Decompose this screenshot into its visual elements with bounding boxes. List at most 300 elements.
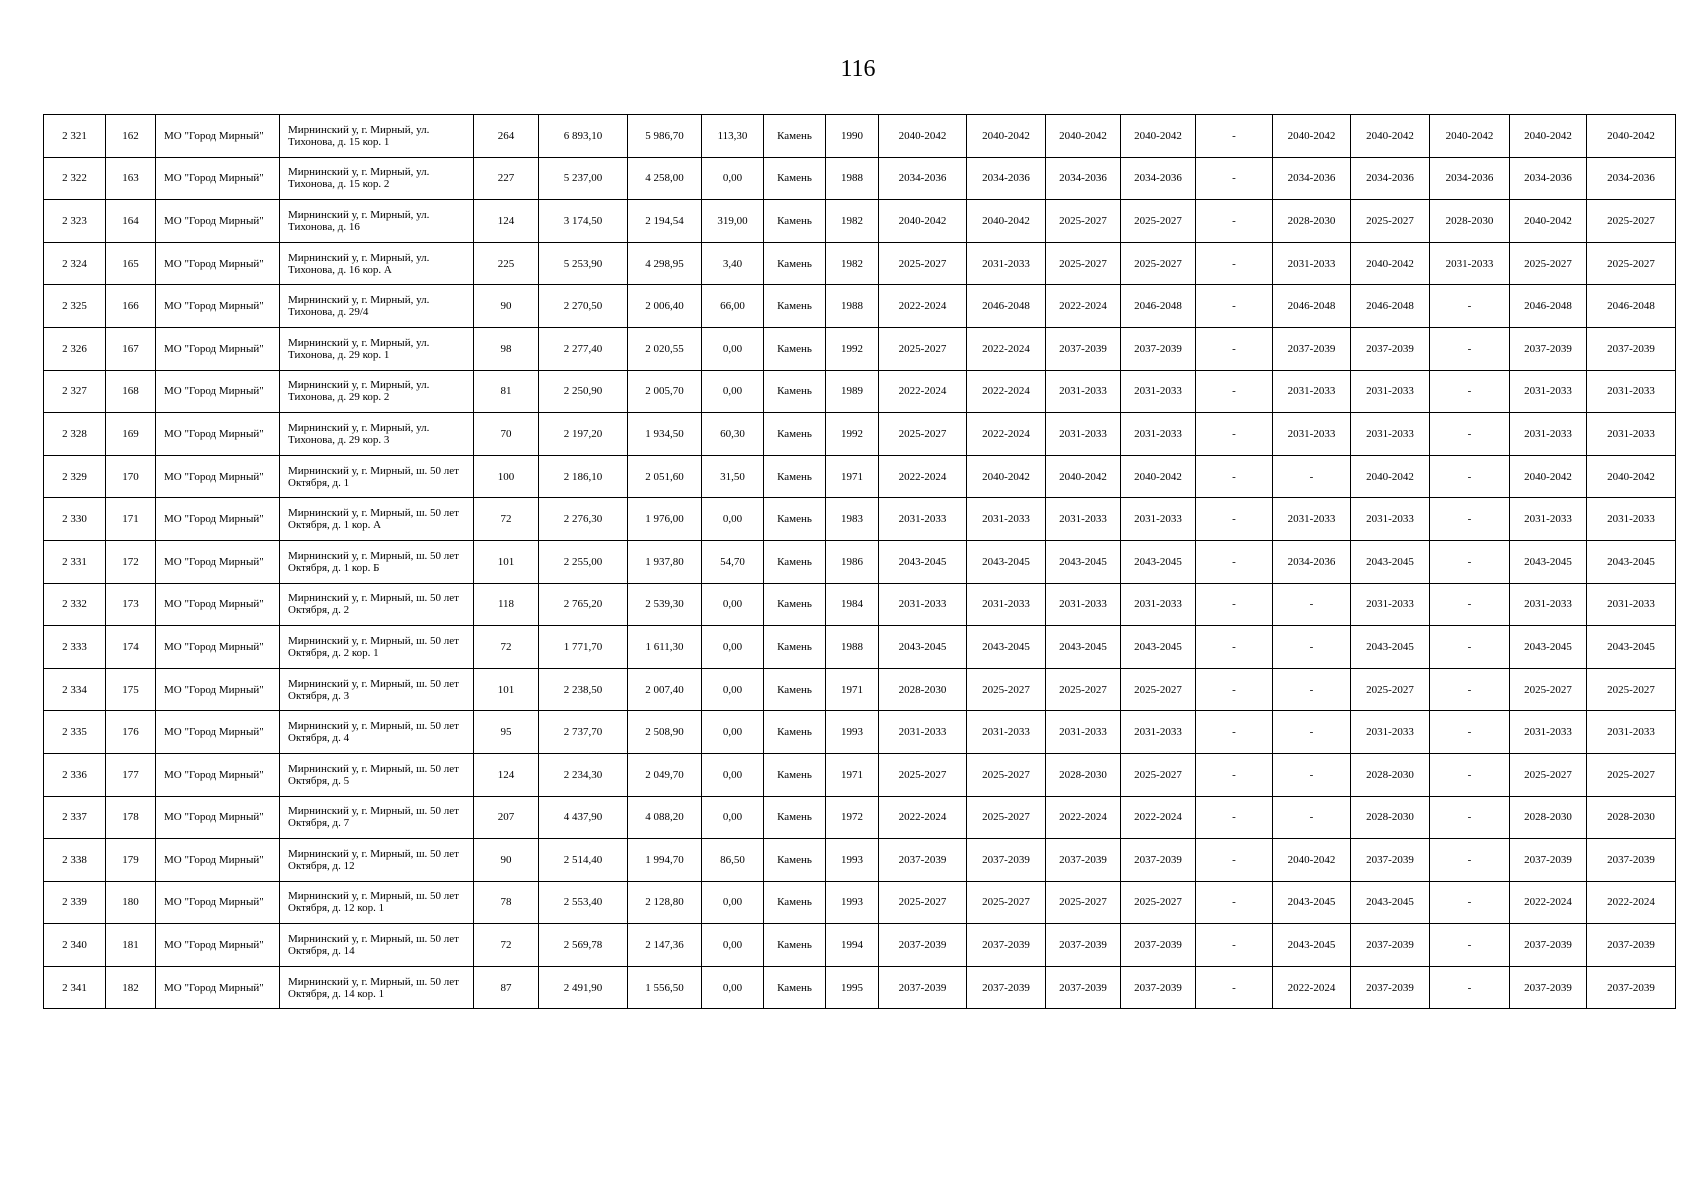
housing-register-table bbox=[43, 114, 1676, 1009]
page-number: 116 bbox=[840, 56, 876, 82]
cell-work-period-8: - bbox=[1430, 540, 1510, 583]
cell-row-number: 2 326 bbox=[44, 327, 106, 370]
cell-work-period-10: 2031-2033 bbox=[1587, 498, 1676, 541]
cell-work-period-10: 2037-2039 bbox=[1587, 966, 1676, 1009]
cell-residents: 101 bbox=[474, 540, 539, 583]
cell-address: Мирнинский у, г. Мирный, ш. 50 лет Октября, д. 7 bbox=[280, 796, 474, 839]
cell-work-period-9: 2046-2048 bbox=[1510, 285, 1587, 328]
cell-work-period-10: 2040-2042 bbox=[1587, 115, 1676, 158]
cell-work-period-5: - bbox=[1196, 115, 1273, 158]
cell-nonresidential-area: 60,30 bbox=[702, 413, 764, 456]
cell-work-period-2: 2031-2033 bbox=[967, 583, 1046, 626]
cell-row-number: 2 328 bbox=[44, 413, 106, 456]
cell-work-period-9: 2025-2027 bbox=[1510, 668, 1587, 711]
cell-work-period-9: 2040-2042 bbox=[1510, 455, 1587, 498]
cell-work-period-2: 2031-2033 bbox=[967, 498, 1046, 541]
cell-work-period-2: 2037-2039 bbox=[967, 839, 1046, 882]
cell-work-period-9: 2037-2039 bbox=[1510, 839, 1587, 882]
cell-address: Мирнинский у, г. Мирный, ш. 50 лет Октября, д. 14 кор. 1 bbox=[280, 966, 474, 1009]
cell-work-period-6: 2031-2033 bbox=[1273, 370, 1351, 413]
cell-nonresidential-area: 3,40 bbox=[702, 242, 764, 285]
cell-work-period-2: 2040-2042 bbox=[967, 455, 1046, 498]
cell-nonresidential-area: 0,00 bbox=[702, 327, 764, 370]
cell-work-period-10: 2031-2033 bbox=[1587, 370, 1676, 413]
cell-work-period-9: 2043-2045 bbox=[1510, 626, 1587, 669]
cell-item-number: 163 bbox=[106, 157, 156, 200]
cell-municipality: МО "Город Мирный" bbox=[156, 753, 280, 796]
cell-build-year: 1983 bbox=[826, 498, 879, 541]
cell-wall-material: Камень bbox=[764, 881, 826, 924]
cell-residents: 124 bbox=[474, 753, 539, 796]
cell-municipality: МО "Город Мирный" bbox=[156, 242, 280, 285]
cell-work-period-3: 2022-2024 bbox=[1046, 796, 1121, 839]
cell-row-number: 2 321 bbox=[44, 115, 106, 158]
cell-work-period-6: 2031-2033 bbox=[1273, 413, 1351, 456]
cell-address: Мирнинский у, г. Мирный, ш. 50 лет Октября, д. 1 кор. Б bbox=[280, 540, 474, 583]
cell-residents: 227 bbox=[474, 157, 539, 200]
cell-total-area: 2 186,10 bbox=[539, 455, 628, 498]
cell-residents: 124 bbox=[474, 200, 539, 243]
cell-work-period-10: 2040-2042 bbox=[1587, 455, 1676, 498]
cell-total-area: 2 737,70 bbox=[539, 711, 628, 754]
cell-nonresidential-area: 0,00 bbox=[702, 626, 764, 669]
cell-total-area: 2 250,90 bbox=[539, 370, 628, 413]
cell-work-period-3: 2040-2042 bbox=[1046, 115, 1121, 158]
cell-municipality: МО "Город Мирный" bbox=[156, 498, 280, 541]
table-row bbox=[44, 157, 1676, 200]
table-row bbox=[44, 668, 1676, 711]
cell-nonresidential-area: 0,00 bbox=[702, 881, 764, 924]
cell-build-year: 1971 bbox=[826, 668, 879, 711]
cell-residents: 101 bbox=[474, 668, 539, 711]
cell-address: Мирнинский у, г. Мирный, ш. 50 лет Октября, д. 4 bbox=[280, 711, 474, 754]
cell-municipality: МО "Город Мирный" bbox=[156, 455, 280, 498]
cell-work-period-5: - bbox=[1196, 966, 1273, 1009]
cell-municipality: МО "Город Мирный" bbox=[156, 796, 280, 839]
cell-work-period-5: - bbox=[1196, 413, 1273, 456]
cell-total-area: 2 234,30 bbox=[539, 753, 628, 796]
cell-work-period-6: 2040-2042 bbox=[1273, 115, 1351, 158]
cell-work-period-3: 2031-2033 bbox=[1046, 413, 1121, 456]
cell-address: Мирнинский у, г. Мирный, ш. 50 лет Октября, д. 12 кор. 1 bbox=[280, 881, 474, 924]
cell-work-period-8: - bbox=[1430, 413, 1510, 456]
cell-address: Мирнинский у, г. Мирный, ул. Тихонова, д. 29 кор. 2 bbox=[280, 370, 474, 413]
cell-work-period-9: 2031-2033 bbox=[1510, 370, 1587, 413]
cell-work-period-9: 2037-2039 bbox=[1510, 966, 1587, 1009]
cell-total-area: 6 893,10 bbox=[539, 115, 628, 158]
cell-work-period-2: 2037-2039 bbox=[967, 924, 1046, 967]
cell-municipality: МО "Город Мирный" bbox=[156, 327, 280, 370]
cell-item-number: 172 bbox=[106, 540, 156, 583]
cell-work-period-2: 2025-2027 bbox=[967, 753, 1046, 796]
cell-work-period-4: 2031-2033 bbox=[1121, 370, 1196, 413]
cell-address: Мирнинский у, г. Мирный, ул. Тихонова, д. 15 кор. 2 bbox=[280, 157, 474, 200]
cell-residents: 95 bbox=[474, 711, 539, 754]
cell-work-period-3: 2025-2027 bbox=[1046, 200, 1121, 243]
cell-work-period-2: 2043-2045 bbox=[967, 540, 1046, 583]
cell-work-period-2: 2022-2024 bbox=[967, 413, 1046, 456]
cell-work-period-7: 2028-2030 bbox=[1351, 796, 1430, 839]
cell-work-period-10: 2025-2027 bbox=[1587, 753, 1676, 796]
cell-work-period-7: 2031-2033 bbox=[1351, 711, 1430, 754]
cell-work-period-2: 2037-2039 bbox=[967, 966, 1046, 1009]
cell-wall-material: Камень bbox=[764, 200, 826, 243]
cell-address: Мирнинский у, г. Мирный, ул. Тихонова, д. 15 кор. 1 bbox=[280, 115, 474, 158]
cell-item-number: 179 bbox=[106, 839, 156, 882]
cell-work-period-8: - bbox=[1430, 455, 1510, 498]
cell-address: Мирнинский у, г. Мирный, ш. 50 лет Октября, д. 5 bbox=[280, 753, 474, 796]
cell-work-period-8: 2028-2030 bbox=[1430, 200, 1510, 243]
cell-build-year: 1994 bbox=[826, 924, 879, 967]
cell-total-area: 2 270,50 bbox=[539, 285, 628, 328]
cell-work-period-10: 2037-2039 bbox=[1587, 327, 1676, 370]
cell-row-number: 2 337 bbox=[44, 796, 106, 839]
cell-work-period-10: 2034-2036 bbox=[1587, 157, 1676, 200]
cell-work-period-9: 2028-2030 bbox=[1510, 796, 1587, 839]
cell-work-period-1: 2022-2024 bbox=[879, 370, 967, 413]
cell-work-period-8: 2031-2033 bbox=[1430, 242, 1510, 285]
cell-residents: 100 bbox=[474, 455, 539, 498]
cell-work-period-9: 2040-2042 bbox=[1510, 115, 1587, 158]
cell-residents: 70 bbox=[474, 413, 539, 456]
cell-municipality: МО "Город Мирный" bbox=[156, 285, 280, 328]
cell-work-period-7: 2037-2039 bbox=[1351, 966, 1430, 1009]
cell-wall-material: Камень bbox=[764, 796, 826, 839]
cell-work-period-4: 2034-2036 bbox=[1121, 157, 1196, 200]
cell-address: Мирнинский у, г. Мирный, ул. Тихонова, д. 29/4 bbox=[280, 285, 474, 328]
cell-work-period-6: - bbox=[1273, 455, 1351, 498]
cell-nonresidential-area: 0,00 bbox=[702, 370, 764, 413]
cell-item-number: 168 bbox=[106, 370, 156, 413]
cell-row-number: 2 336 bbox=[44, 753, 106, 796]
cell-total-area: 2 569,78 bbox=[539, 924, 628, 967]
cell-wall-material: Камень bbox=[764, 370, 826, 413]
cell-work-period-1: 2031-2033 bbox=[879, 583, 967, 626]
cell-work-period-3: 2037-2039 bbox=[1046, 839, 1121, 882]
table-row bbox=[44, 455, 1676, 498]
table-row bbox=[44, 540, 1676, 583]
cell-total-area: 2 514,40 bbox=[539, 839, 628, 882]
cell-build-year: 1989 bbox=[826, 370, 879, 413]
cell-work-period-10: 2025-2027 bbox=[1587, 200, 1676, 243]
cell-work-period-1: 2025-2027 bbox=[879, 881, 967, 924]
cell-work-period-4: 2037-2039 bbox=[1121, 327, 1196, 370]
cell-work-period-10: 2043-2045 bbox=[1587, 540, 1676, 583]
cell-municipality: МО "Город Мирный" bbox=[156, 115, 280, 158]
table-row bbox=[44, 115, 1676, 158]
cell-work-period-7: 2037-2039 bbox=[1351, 327, 1430, 370]
cell-work-period-6: 2043-2045 bbox=[1273, 924, 1351, 967]
cell-item-number: 171 bbox=[106, 498, 156, 541]
cell-work-period-6: 2034-2036 bbox=[1273, 540, 1351, 583]
cell-build-year: 1993 bbox=[826, 881, 879, 924]
table-row bbox=[44, 626, 1676, 669]
cell-work-period-1: 2034-2036 bbox=[879, 157, 967, 200]
cell-work-period-9: 2031-2033 bbox=[1510, 711, 1587, 754]
cell-build-year: 1995 bbox=[826, 966, 879, 1009]
cell-work-period-4: 2025-2027 bbox=[1121, 242, 1196, 285]
cell-work-period-5: - bbox=[1196, 753, 1273, 796]
cell-work-period-5: - bbox=[1196, 839, 1273, 882]
cell-work-period-8: - bbox=[1430, 498, 1510, 541]
cell-work-period-5: - bbox=[1196, 796, 1273, 839]
cell-residents: 225 bbox=[474, 242, 539, 285]
cell-wall-material: Камень bbox=[764, 668, 826, 711]
cell-living-area: 2 005,70 bbox=[628, 370, 702, 413]
cell-work-period-1: 2025-2027 bbox=[879, 413, 967, 456]
cell-total-area: 2 276,30 bbox=[539, 498, 628, 541]
cell-work-period-7: 2028-2030 bbox=[1351, 753, 1430, 796]
cell-work-period-7: 2043-2045 bbox=[1351, 881, 1430, 924]
cell-residents: 81 bbox=[474, 370, 539, 413]
cell-residents: 72 bbox=[474, 498, 539, 541]
cell-municipality: МО "Город Мирный" bbox=[156, 881, 280, 924]
cell-work-period-2: 2040-2042 bbox=[967, 115, 1046, 158]
cell-work-period-8: - bbox=[1430, 839, 1510, 882]
cell-work-period-6: 2031-2033 bbox=[1273, 242, 1351, 285]
cell-living-area: 4 298,95 bbox=[628, 242, 702, 285]
cell-nonresidential-area: 66,00 bbox=[702, 285, 764, 328]
cell-total-area: 2 277,40 bbox=[539, 327, 628, 370]
cell-work-period-3: 2028-2030 bbox=[1046, 753, 1121, 796]
cell-work-period-7: 2037-2039 bbox=[1351, 839, 1430, 882]
cell-address: Мирнинский у, г. Мирный, ш. 50 лет Октября, д. 3 bbox=[280, 668, 474, 711]
cell-nonresidential-area: 0,00 bbox=[702, 796, 764, 839]
cell-work-period-8: - bbox=[1430, 796, 1510, 839]
cell-residents: 78 bbox=[474, 881, 539, 924]
cell-work-period-2: 2031-2033 bbox=[967, 711, 1046, 754]
cell-work-period-5: - bbox=[1196, 668, 1273, 711]
cell-work-period-10: 2043-2045 bbox=[1587, 626, 1676, 669]
cell-work-period-9: 2040-2042 bbox=[1510, 200, 1587, 243]
cell-municipality: МО "Город Мирный" bbox=[156, 200, 280, 243]
cell-work-period-9: 2031-2033 bbox=[1510, 583, 1587, 626]
cell-work-period-3: 2037-2039 bbox=[1046, 327, 1121, 370]
cell-work-period-6: 2034-2036 bbox=[1273, 157, 1351, 200]
cell-work-period-3: 2034-2036 bbox=[1046, 157, 1121, 200]
cell-work-period-6: - bbox=[1273, 796, 1351, 839]
cell-work-period-3: 2025-2027 bbox=[1046, 668, 1121, 711]
cell-work-period-7: 2043-2045 bbox=[1351, 540, 1430, 583]
cell-living-area: 1 937,80 bbox=[628, 540, 702, 583]
cell-municipality: МО "Город Мирный" bbox=[156, 966, 280, 1009]
cell-work-period-7: 2040-2042 bbox=[1351, 455, 1430, 498]
cell-wall-material: Камень bbox=[764, 966, 826, 1009]
table-row bbox=[44, 242, 1676, 285]
cell-work-period-1: 2043-2045 bbox=[879, 626, 967, 669]
cell-work-period-1: 2040-2042 bbox=[879, 200, 967, 243]
cell-total-area: 2 553,40 bbox=[539, 881, 628, 924]
cell-work-period-6: 2028-2030 bbox=[1273, 200, 1351, 243]
cell-work-period-6: 2046-2048 bbox=[1273, 285, 1351, 328]
cell-wall-material: Камень bbox=[764, 327, 826, 370]
cell-work-period-9: 2031-2033 bbox=[1510, 413, 1587, 456]
cell-address: Мирнинский у, г. Мирный, ул. Тихонова, д. 16 кор. А bbox=[280, 242, 474, 285]
cell-work-period-1: 2025-2027 bbox=[879, 242, 967, 285]
cell-row-number: 2 333 bbox=[44, 626, 106, 669]
table-row bbox=[44, 327, 1676, 370]
cell-item-number: 162 bbox=[106, 115, 156, 158]
cell-living-area: 2 020,55 bbox=[628, 327, 702, 370]
cell-nonresidential-area: 0,00 bbox=[702, 668, 764, 711]
cell-work-period-5: - bbox=[1196, 327, 1273, 370]
cell-work-period-10: 2031-2033 bbox=[1587, 413, 1676, 456]
cell-residents: 264 bbox=[474, 115, 539, 158]
cell-address: Мирнинский у, г. Мирный, ш. 50 лет Октября, д. 2 кор. 1 bbox=[280, 626, 474, 669]
cell-row-number: 2 338 bbox=[44, 839, 106, 882]
cell-work-period-6: 2040-2042 bbox=[1273, 839, 1351, 882]
table-row bbox=[44, 498, 1676, 541]
cell-work-period-10: 2022-2024 bbox=[1587, 881, 1676, 924]
cell-total-area: 2 765,20 bbox=[539, 583, 628, 626]
cell-work-period-4: 2031-2033 bbox=[1121, 498, 1196, 541]
cell-work-period-2: 2043-2045 bbox=[967, 626, 1046, 669]
cell-work-period-8: - bbox=[1430, 327, 1510, 370]
cell-work-period-2: 2031-2033 bbox=[967, 242, 1046, 285]
cell-wall-material: Камень bbox=[764, 413, 826, 456]
cell-work-period-4: 2025-2027 bbox=[1121, 753, 1196, 796]
cell-build-year: 1988 bbox=[826, 157, 879, 200]
cell-row-number: 2 339 bbox=[44, 881, 106, 924]
cell-wall-material: Камень bbox=[764, 839, 826, 882]
cell-work-period-8: - bbox=[1430, 881, 1510, 924]
cell-work-period-8: - bbox=[1430, 753, 1510, 796]
cell-row-number: 2 322 bbox=[44, 157, 106, 200]
cell-wall-material: Камень bbox=[764, 115, 826, 158]
cell-work-period-10: 2025-2027 bbox=[1587, 242, 1676, 285]
cell-work-period-4: 2025-2027 bbox=[1121, 668, 1196, 711]
table-row bbox=[44, 966, 1676, 1009]
cell-work-period-3: 2037-2039 bbox=[1046, 924, 1121, 967]
table-row bbox=[44, 796, 1676, 839]
cell-work-period-6: 2037-2039 bbox=[1273, 327, 1351, 370]
cell-build-year: 1971 bbox=[826, 753, 879, 796]
cell-living-area: 4 088,20 bbox=[628, 796, 702, 839]
cell-item-number: 181 bbox=[106, 924, 156, 967]
cell-work-period-3: 2031-2033 bbox=[1046, 711, 1121, 754]
cell-work-period-4: 2037-2039 bbox=[1121, 966, 1196, 1009]
cell-work-period-5: - bbox=[1196, 626, 1273, 669]
cell-municipality: МО "Город Мирный" bbox=[156, 711, 280, 754]
cell-work-period-4: 2040-2042 bbox=[1121, 115, 1196, 158]
cell-work-period-2: 2025-2027 bbox=[967, 881, 1046, 924]
cell-address: Мирнинский у, г. Мирный, ул. Тихонова, д. 29 кор. 1 bbox=[280, 327, 474, 370]
cell-work-period-1: 2028-2030 bbox=[879, 668, 967, 711]
cell-work-period-3: 2037-2039 bbox=[1046, 966, 1121, 1009]
cell-living-area: 2 508,90 bbox=[628, 711, 702, 754]
cell-work-period-7: 2037-2039 bbox=[1351, 924, 1430, 967]
cell-work-period-10: 2037-2039 bbox=[1587, 839, 1676, 882]
table-row bbox=[44, 200, 1676, 243]
cell-work-period-1: 2031-2033 bbox=[879, 498, 967, 541]
cell-work-period-8: - bbox=[1430, 626, 1510, 669]
cell-work-period-5: - bbox=[1196, 924, 1273, 967]
cell-wall-material: Камень bbox=[764, 242, 826, 285]
table-body bbox=[44, 115, 1676, 1009]
cell-work-period-4: 2031-2033 bbox=[1121, 583, 1196, 626]
cell-work-period-1: 2022-2024 bbox=[879, 455, 967, 498]
cell-work-period-1: 2025-2027 bbox=[879, 753, 967, 796]
cell-work-period-5: - bbox=[1196, 285, 1273, 328]
cell-nonresidential-area: 0,00 bbox=[702, 157, 764, 200]
cell-residents: 87 bbox=[474, 966, 539, 1009]
table-row bbox=[44, 413, 1676, 456]
cell-wall-material: Камень bbox=[764, 753, 826, 796]
cell-work-period-1: 2037-2039 bbox=[879, 924, 967, 967]
cell-municipality: МО "Город Мирный" bbox=[156, 626, 280, 669]
table-row bbox=[44, 753, 1676, 796]
cell-total-area: 5 237,00 bbox=[539, 157, 628, 200]
cell-living-area: 2 051,60 bbox=[628, 455, 702, 498]
cell-build-year: 1993 bbox=[826, 711, 879, 754]
cell-total-area: 5 253,90 bbox=[539, 242, 628, 285]
cell-living-area: 1 556,50 bbox=[628, 966, 702, 1009]
cell-living-area: 2 194,54 bbox=[628, 200, 702, 243]
cell-nonresidential-area: 0,00 bbox=[702, 924, 764, 967]
cell-work-period-5: - bbox=[1196, 370, 1273, 413]
cell-work-period-2: 2022-2024 bbox=[967, 370, 1046, 413]
cell-living-area: 1 994,70 bbox=[628, 839, 702, 882]
cell-build-year: 1992 bbox=[826, 413, 879, 456]
cell-address: Мирнинский у, г. Мирный, ш. 50 лет Октября, д. 2 bbox=[280, 583, 474, 626]
cell-nonresidential-area: 0,00 bbox=[702, 498, 764, 541]
cell-work-period-2: 2025-2027 bbox=[967, 796, 1046, 839]
cell-living-area: 2 006,40 bbox=[628, 285, 702, 328]
cell-work-period-9: 2031-2033 bbox=[1510, 498, 1587, 541]
cell-work-period-8: - bbox=[1430, 285, 1510, 328]
cell-work-period-1: 2040-2042 bbox=[879, 115, 967, 158]
cell-work-period-5: - bbox=[1196, 881, 1273, 924]
cell-work-period-5: - bbox=[1196, 455, 1273, 498]
cell-wall-material: Камень bbox=[764, 157, 826, 200]
cell-work-period-10: 2031-2033 bbox=[1587, 583, 1676, 626]
cell-work-period-7: 2031-2033 bbox=[1351, 583, 1430, 626]
cell-work-period-5: - bbox=[1196, 498, 1273, 541]
cell-wall-material: Камень bbox=[764, 498, 826, 541]
cell-wall-material: Камень bbox=[764, 924, 826, 967]
cell-address: Мирнинский у, г. Мирный, ул. Тихонова, д. 16 bbox=[280, 200, 474, 243]
cell-item-number: 164 bbox=[106, 200, 156, 243]
cell-work-period-3: 2031-2033 bbox=[1046, 498, 1121, 541]
cell-work-period-3: 2025-2027 bbox=[1046, 242, 1121, 285]
cell-work-period-10: 2028-2030 bbox=[1587, 796, 1676, 839]
cell-row-number: 2 331 bbox=[44, 540, 106, 583]
cell-build-year: 1993 bbox=[826, 839, 879, 882]
cell-work-period-9: 2022-2024 bbox=[1510, 881, 1587, 924]
cell-nonresidential-area: 0,00 bbox=[702, 711, 764, 754]
cell-item-number: 177 bbox=[106, 753, 156, 796]
table-row bbox=[44, 839, 1676, 882]
cell-build-year: 1982 bbox=[826, 242, 879, 285]
cell-work-period-5: - bbox=[1196, 583, 1273, 626]
cell-work-period-6: - bbox=[1273, 668, 1351, 711]
cell-work-period-6: - bbox=[1273, 626, 1351, 669]
cell-residents: 118 bbox=[474, 583, 539, 626]
cell-living-area: 4 258,00 bbox=[628, 157, 702, 200]
cell-work-period-5: - bbox=[1196, 540, 1273, 583]
cell-work-period-1: 2022-2024 bbox=[879, 285, 967, 328]
cell-work-period-8: - bbox=[1430, 668, 1510, 711]
cell-item-number: 174 bbox=[106, 626, 156, 669]
table-row bbox=[44, 881, 1676, 924]
table-row bbox=[44, 711, 1676, 754]
cell-work-period-8: - bbox=[1430, 966, 1510, 1009]
cell-nonresidential-area: 0,00 bbox=[702, 583, 764, 626]
cell-item-number: 165 bbox=[106, 242, 156, 285]
cell-municipality: МО "Город Мирный" bbox=[156, 413, 280, 456]
cell-nonresidential-area: 319,00 bbox=[702, 200, 764, 243]
cell-work-period-8: - bbox=[1430, 370, 1510, 413]
